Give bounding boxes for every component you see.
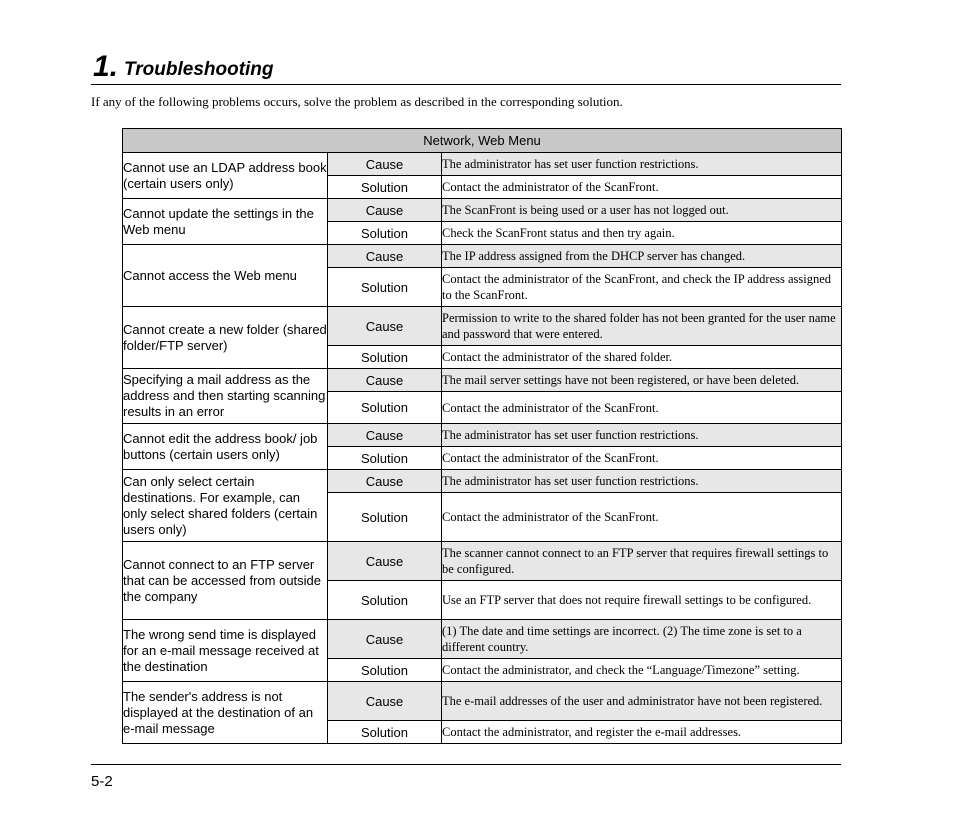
table-row [123, 620, 842, 659]
solution-label: Solution [328, 222, 442, 245]
solution-text: Contact the administrator, and register the e-mail addresses. [442, 721, 842, 744]
problem-cell: Cannot edit the address book/ job buttons (certain users only) [123, 424, 328, 470]
table-title: Network, Web Menu [123, 129, 842, 153]
cause-text: Permission to write to the shared folder has not been granted for the user name and password that were entered. [442, 307, 842, 346]
solution-label: Solution [328, 659, 442, 682]
problem-cell: Cannot create a new folder (shared folder/FTP server) [123, 307, 328, 369]
solution-label: Solution [328, 447, 442, 470]
intro-paragraph: If any of the following problems occurs, solve the problem as described in the corresponding solution. [91, 94, 623, 109]
solution-label: Solution [328, 493, 442, 542]
cause-label: Cause [328, 369, 442, 392]
solution-text: Contact the administrator of the shared folder. [442, 346, 842, 369]
cause-text: The mail server settings have not been registered, or have been deleted. [442, 369, 842, 392]
solution-label: Solution [328, 392, 442, 424]
solution-text: Contact the administrator of the ScanFront, and check the IP address assigned to the ScanFront. [442, 268, 842, 307]
table-row [123, 199, 842, 222]
cause-label: Cause [328, 424, 442, 447]
cause-text: The administrator has set user function restrictions. [442, 470, 842, 493]
solution-label: Solution [328, 346, 442, 369]
problem-cell: Cannot access the Web menu [123, 245, 328, 307]
footer-divider [91, 764, 841, 765]
table-row [123, 307, 842, 346]
solution-text: Contact the administrator of the ScanFront. [442, 176, 842, 199]
cause-label: Cause [328, 620, 442, 659]
solution-text: Use an FTP server that does not require firewall settings to be configured. [442, 581, 842, 620]
cause-text: (1) The date and time settings are incorrect. (2) The time zone is set to a different country. [442, 620, 842, 659]
problem-cell: Specifying a mail address as the address and then starting scanning results in an error [123, 369, 328, 424]
table-row [123, 682, 842, 721]
solution-text: Contact the administrator of the ScanFront. [442, 447, 842, 470]
page-number: 5-2 [91, 773, 113, 790]
table-row [123, 424, 842, 447]
solution-text: Contact the administrator of the ScanFront. [442, 392, 842, 424]
section-heading [91, 50, 841, 85]
solution-text: Contact the administrator of the ScanFront. [442, 493, 842, 542]
problem-cell: Cannot use an LDAP address book (certain users only) [123, 153, 328, 199]
table-body [123, 153, 842, 744]
table-row [123, 470, 842, 493]
cause-text: The e-mail addresses of the user and administrator have not been registered. [442, 682, 842, 721]
section-number: 1. [93, 50, 119, 83]
solution-text: Check the ScanFront status and then try again. [442, 222, 842, 245]
troubleshooting-table [122, 128, 842, 744]
table-row [123, 542, 842, 581]
table-row [123, 153, 842, 176]
cause-text: The administrator has set user function restrictions. [442, 153, 842, 176]
cause-label: Cause [328, 682, 442, 721]
problem-cell: Can only select certain destinations. For example, can only select shared folders (certain users only) [123, 470, 328, 542]
problem-cell: The sender's address is not displayed at the destination of an e-mail message [123, 682, 328, 744]
section-title: Troubleshooting [124, 59, 274, 80]
table-row [123, 369, 842, 392]
table-row [123, 245, 842, 268]
problem-cell: Cannot update the settings in the Web menu [123, 199, 328, 245]
cause-text: The administrator has set user function restrictions. [442, 424, 842, 447]
cause-text: The IP address assigned from the DHCP server has changed. [442, 245, 842, 268]
solution-label: Solution [328, 721, 442, 744]
solution-text: Contact the administrator, and check the “Language/Timezone” setting. [442, 659, 842, 682]
problem-cell: The wrong send time is displayed for an e-mail message received at the destination [123, 620, 328, 682]
cause-label: Cause [328, 542, 442, 581]
cause-text: The scanner cannot connect to an FTP server that requires firewall settings to be configured. [442, 542, 842, 581]
problem-cell: Cannot connect to an FTP server that can be accessed from outside the company [123, 542, 328, 620]
cause-label: Cause [328, 307, 442, 346]
cause-label: Cause [328, 199, 442, 222]
solution-label: Solution [328, 581, 442, 620]
cause-label: Cause [328, 470, 442, 493]
solution-label: Solution [328, 176, 442, 199]
solution-label: Solution [328, 268, 442, 307]
cause-text: The ScanFront is being used or a user has not logged out. [442, 199, 842, 222]
cause-label: Cause [328, 153, 442, 176]
cause-label: Cause [328, 245, 442, 268]
